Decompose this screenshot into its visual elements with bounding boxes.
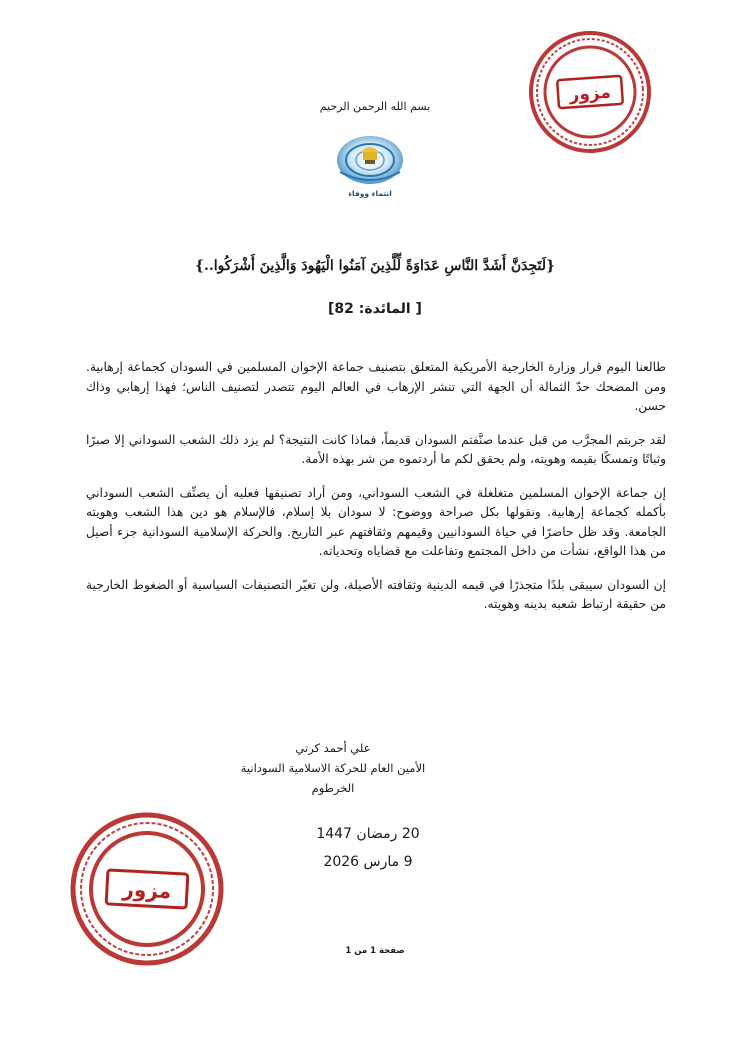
stamp-label: مزور xyxy=(568,82,612,106)
page-number: صفحة 1 من 1 xyxy=(345,946,405,956)
date-hijri: 20 رمضان 1447 xyxy=(316,826,420,842)
forged-stamp-top xyxy=(524,26,656,158)
logo-caption: انتماء ووفاء xyxy=(348,189,392,198)
signatory-place: الخرطوم xyxy=(311,781,355,795)
signatory-name: علي أحمد كرتي xyxy=(295,741,371,755)
signature-block xyxy=(0,738,750,798)
paragraph: لقد جربتم المجرَّب من قبل عندما صنَّفتم السودان قديماً، فماذا كانت النتيجة؟ لم يزد ذلك الشعب السوداني إلا صبرًا وثباتًا وتمسكًا بقيمه وهويته، ولم يحقق لكم ما أردتموه من شر بهذه الأمة. xyxy=(86,432,666,466)
paragraph: إن السودان سيبقى بلدًا متجذرًا في قيمه الدينية وثقافته الأصيلة، ولن تغيّر التصنيفات السياسية أو الضغوط الخارجية من حقيقة ارتباط شعبه بدينه وهويته. xyxy=(86,577,666,611)
date-gregorian: 9 مارس 2026 xyxy=(323,854,413,870)
letter-body xyxy=(86,358,666,629)
stamp-label: مزور xyxy=(121,876,172,904)
paragraph: إن جماعة الإخوان المسلمين متغلغلة في الشعب السوداني، ومن أراد تصنيفها فعليه أن يصنِّف الشعب السوداني بأكمله كجماعة إرهابية. ونقولها بكل صراحة ووضوح: لا سودان بلا إسلام، فالإسلام هو دين هذا الشعب وهويته الجامعة. وقد ظل حاضرًا في حياة السودانيين وقيمهم وثقافتهم عبر التاريخ. والحركة الإسلامية السودانية جزء أصيل من هذا الواقع، نشأت من داخل المجتمع وتفاعلت مع قضاياه وتحدياته. xyxy=(86,485,666,558)
signatory-title: الأمين العام للحركة الاسلامية السودانية xyxy=(240,761,426,775)
basmala: بسم الله الرحمن الرحيم xyxy=(319,100,431,113)
paragraph: طالعنا اليوم قرار وزارة الخارجية الأمريكية المتعلق بتصنيف جماعة الإخوان المسلمين في السودان كجماعة إرهابية. ومن المضحك حدّ الثمالة أن الجهة التي تنشر الإرهاب في العالم اليوم تتصدر لتصنيف الناس؛ فهذا إرهابي وذاك حسن. xyxy=(86,360,666,413)
organization-logo xyxy=(330,130,410,206)
forged-stamp-bottom xyxy=(66,808,228,970)
quran-verse: {لَتَجِدَنَّ أَشَدَّ النَّاسِ عَدَاوَةً لِّلَّذِينَ آمَنُوا الْيَهُودَ وَالَّذِينَ أَشْرَكُوا..} xyxy=(194,258,556,274)
verse-reference: [ المائدة: 82] xyxy=(328,301,422,317)
